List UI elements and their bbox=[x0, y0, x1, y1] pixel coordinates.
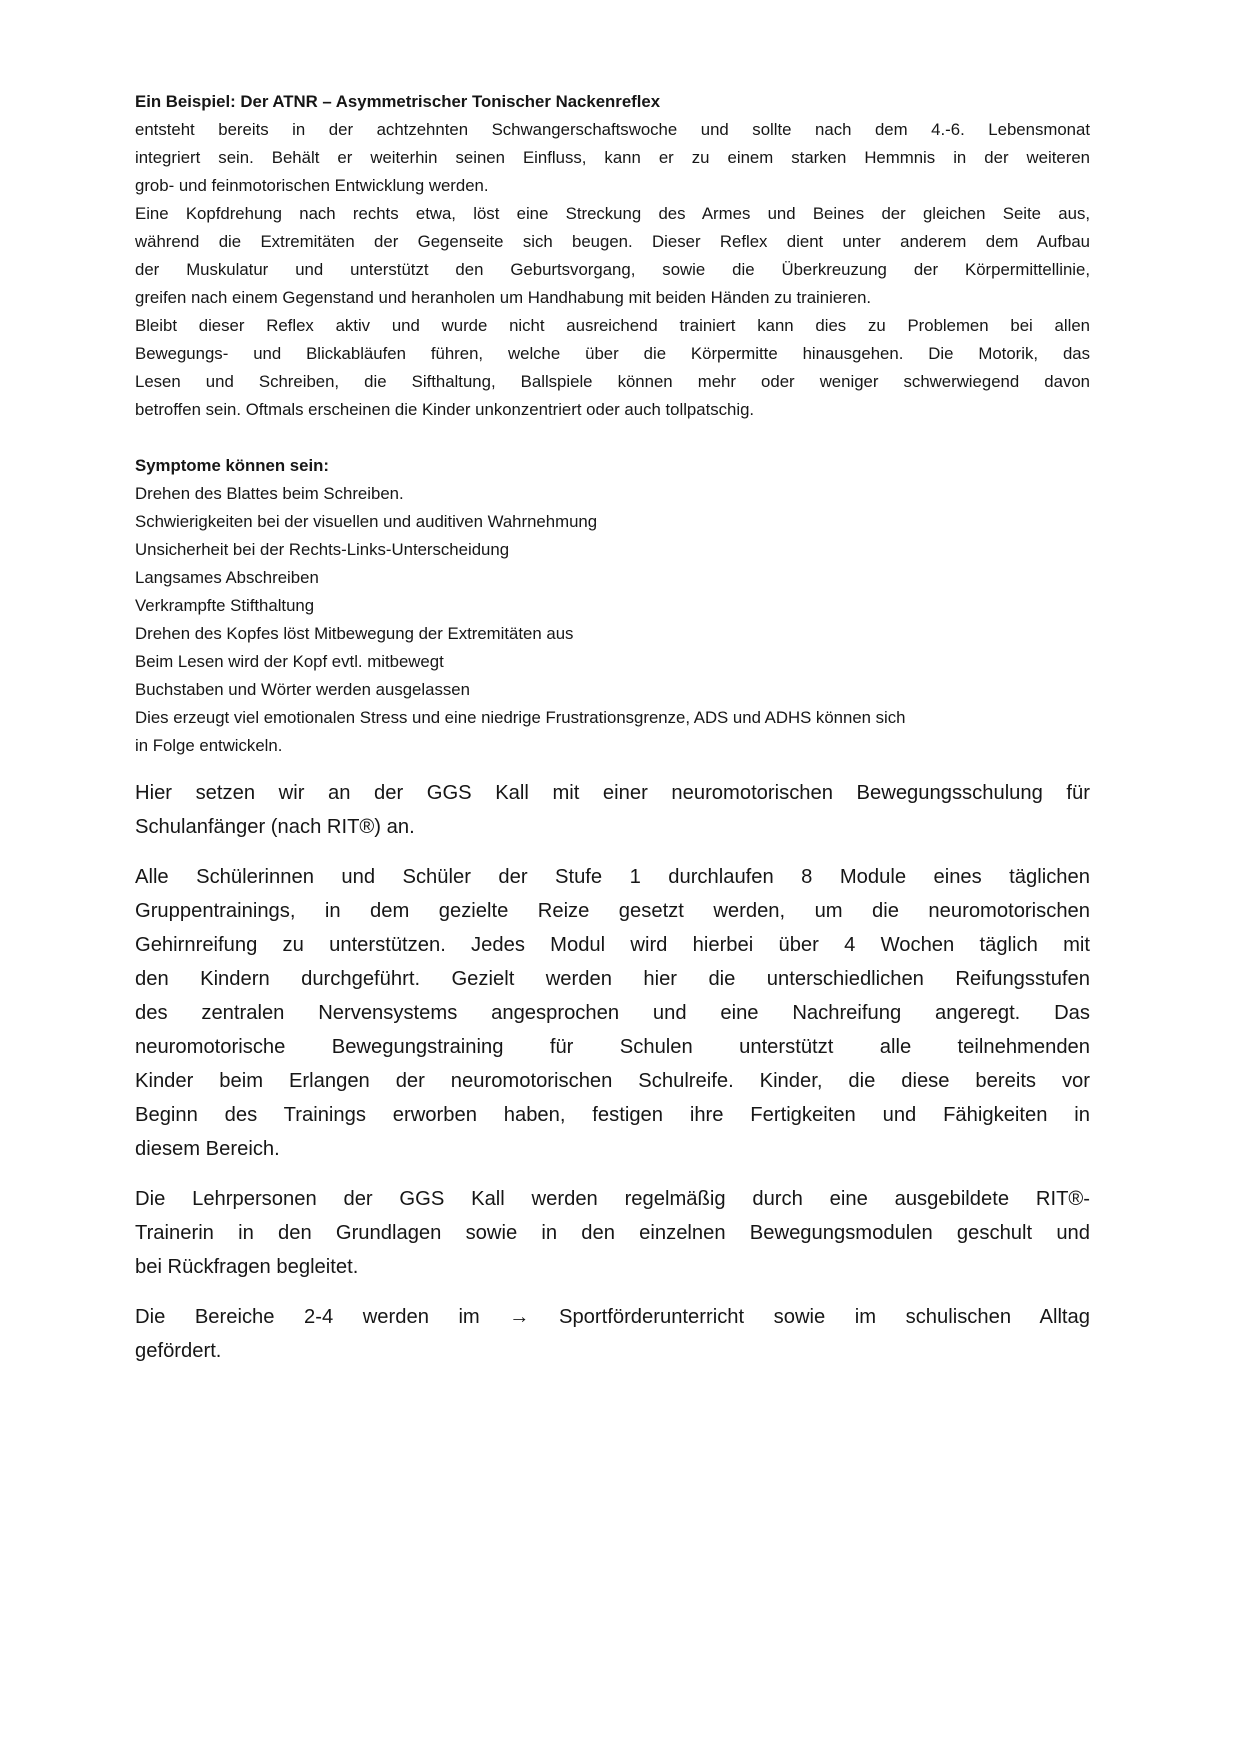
text-line: Drehen des Blattes beim Schreiben. bbox=[135, 484, 404, 503]
text-line: Buchstaben und Wörter werden ausgelassen bbox=[135, 680, 470, 699]
text-line: Ein Beispiel: Der ATNR – Asymmetrischer Tonischer Nackenreflex bbox=[135, 92, 661, 111]
symptoms-list bbox=[135, 480, 1090, 760]
text-line: in Folge entwickeln. bbox=[135, 736, 283, 755]
text-line: Drehen des Kopfes löst Mitbewegung der Extremitäten aus bbox=[135, 624, 574, 643]
text-line: neuromotorische Bewegungstraining für Schulen unterstützt alle teilnehmenden bbox=[135, 1036, 1090, 1058]
text-line: bei Rückfragen begleitet. bbox=[135, 1256, 359, 1278]
text-line: der Muskulatur und unterstützt den Geburtsvorgang, sowie die Überkreuzung der Körpermittellinie, bbox=[135, 260, 1090, 279]
text-line: Die Bereiche 2-4 werden im → Sportförderunterricht sowie im schulischen Alltag bbox=[135, 1306, 1090, 1328]
module-training-para bbox=[135, 860, 1090, 1166]
document-content bbox=[135, 88, 1090, 1368]
intro-heading bbox=[135, 88, 1090, 116]
text-line: Bewegungs- und Blickabläufen führen, welche über die Körpermitte hinausgehen. Die Motorik, das bbox=[135, 344, 1090, 363]
text-line: Langsames Abschreiben bbox=[135, 568, 319, 587]
intro-para-1 bbox=[135, 116, 1090, 200]
text-line: während die Extremitäten der Gegenseite sich beugen. Dieser Reflex dient unter anderem dem Aufbau bbox=[135, 232, 1090, 251]
text-line: den Kindern durchgeführt. Gezielt werden hier die unterschiedlichen Reifungsstufen bbox=[135, 968, 1090, 990]
text-line: Lesen und Schreiben, die Sifthaltung, Ballspiele können mehr oder weniger schwerwiegend davon bbox=[135, 372, 1090, 391]
text-line: Symptome können sein: bbox=[135, 456, 329, 475]
text-line: gefördert. bbox=[135, 1340, 222, 1362]
text-line: Schwierigkeiten bei der visuellen und auditiven Wahrnehmung bbox=[135, 512, 598, 531]
text-line: Hier setzen wir an der GGS Kall mit einer neuromotorischen Bewegungsschulung für bbox=[135, 782, 1090, 804]
text-line: Alle Schülerinnen und Schüler der Stufe 1 durchlaufen 8 Module eines täglichen bbox=[135, 866, 1090, 888]
areas-para bbox=[135, 1300, 1090, 1368]
intro-para-2 bbox=[135, 200, 1090, 312]
text-line: Bleibt dieser Reflex aktiv und wurde nicht ausreichend trainiert kann dies zu Problemen bei allen bbox=[135, 316, 1090, 335]
text-line: des zentralen Nervensystems angesprochen und eine Nachreifung angeregt. Das bbox=[135, 1002, 1090, 1024]
text-line: Beginn des Trainings erworben haben, festigen ihre Fertigkeiten und Fähigkeiten in bbox=[135, 1104, 1090, 1126]
text-line: greifen nach einem Gegenstand und heranholen um Handhabung mit beiden Händen zu trainieren. bbox=[135, 288, 872, 307]
text-line: Beim Lesen wird der Kopf evtl. mitbewegt bbox=[135, 652, 444, 671]
text-line: betroffen sein. Oftmals erscheinen die Kinder unkonzentriert oder auch tollpatschig. bbox=[135, 400, 755, 419]
text-line: integriert sein. Behält er weiterhin seinen Einfluss, kann er zu einem starken Hemmnis in der weiteren bbox=[135, 148, 1090, 167]
text-line: Unsicherheit bei der Rechts-Links-Unterscheidung bbox=[135, 540, 510, 559]
text-line: diesem Bereich. bbox=[135, 1138, 280, 1160]
text-line: Verkrampfte Stifthaltung bbox=[135, 596, 315, 615]
intro-para-3 bbox=[135, 312, 1090, 424]
text-line: Gehirnreifung zu unterstützen. Jedes Modul wird hierbei über 4 Wochen täglich mit bbox=[135, 934, 1090, 956]
text-line: Die Lehrpersonen der GGS Kall werden regelmäßig durch eine ausgebildete RIT®- bbox=[135, 1188, 1090, 1210]
text-line: entsteht bereits in der achtzehnten Schwangerschaftswoche und sollte nach dem 4.-6. Lebensmonat bbox=[135, 120, 1090, 139]
text-line: Kinder beim Erlangen der neuromotorischen Schulreife. Kinder, die diese bereits vor bbox=[135, 1070, 1090, 1092]
text-line: Schulanfänger (nach RIT®) an. bbox=[135, 816, 415, 838]
trainer-para bbox=[135, 1182, 1090, 1284]
text-line: Eine Kopfdrehung nach rechts etwa, löst eine Streckung des Armes und Beines der gleichen Seite aus, bbox=[135, 204, 1090, 223]
text-line: Gruppentrainings, in dem gezielte Reize gesetzt werden, um die neuromotorischen bbox=[135, 900, 1090, 922]
rit-intro-para bbox=[135, 776, 1090, 844]
text-line: Dies erzeugt viel emotionalen Stress und eine niedrige Frustrationsgrenze, ADS und ADHS können sich bbox=[135, 708, 906, 727]
text-line: Trainerin in den Grundlagen sowie in den einzelnen Bewegungsmodulen geschult und bbox=[135, 1222, 1090, 1244]
text-line: grob- und feinmotorischen Entwicklung werden. bbox=[135, 176, 489, 195]
symptoms-heading bbox=[135, 452, 1090, 480]
